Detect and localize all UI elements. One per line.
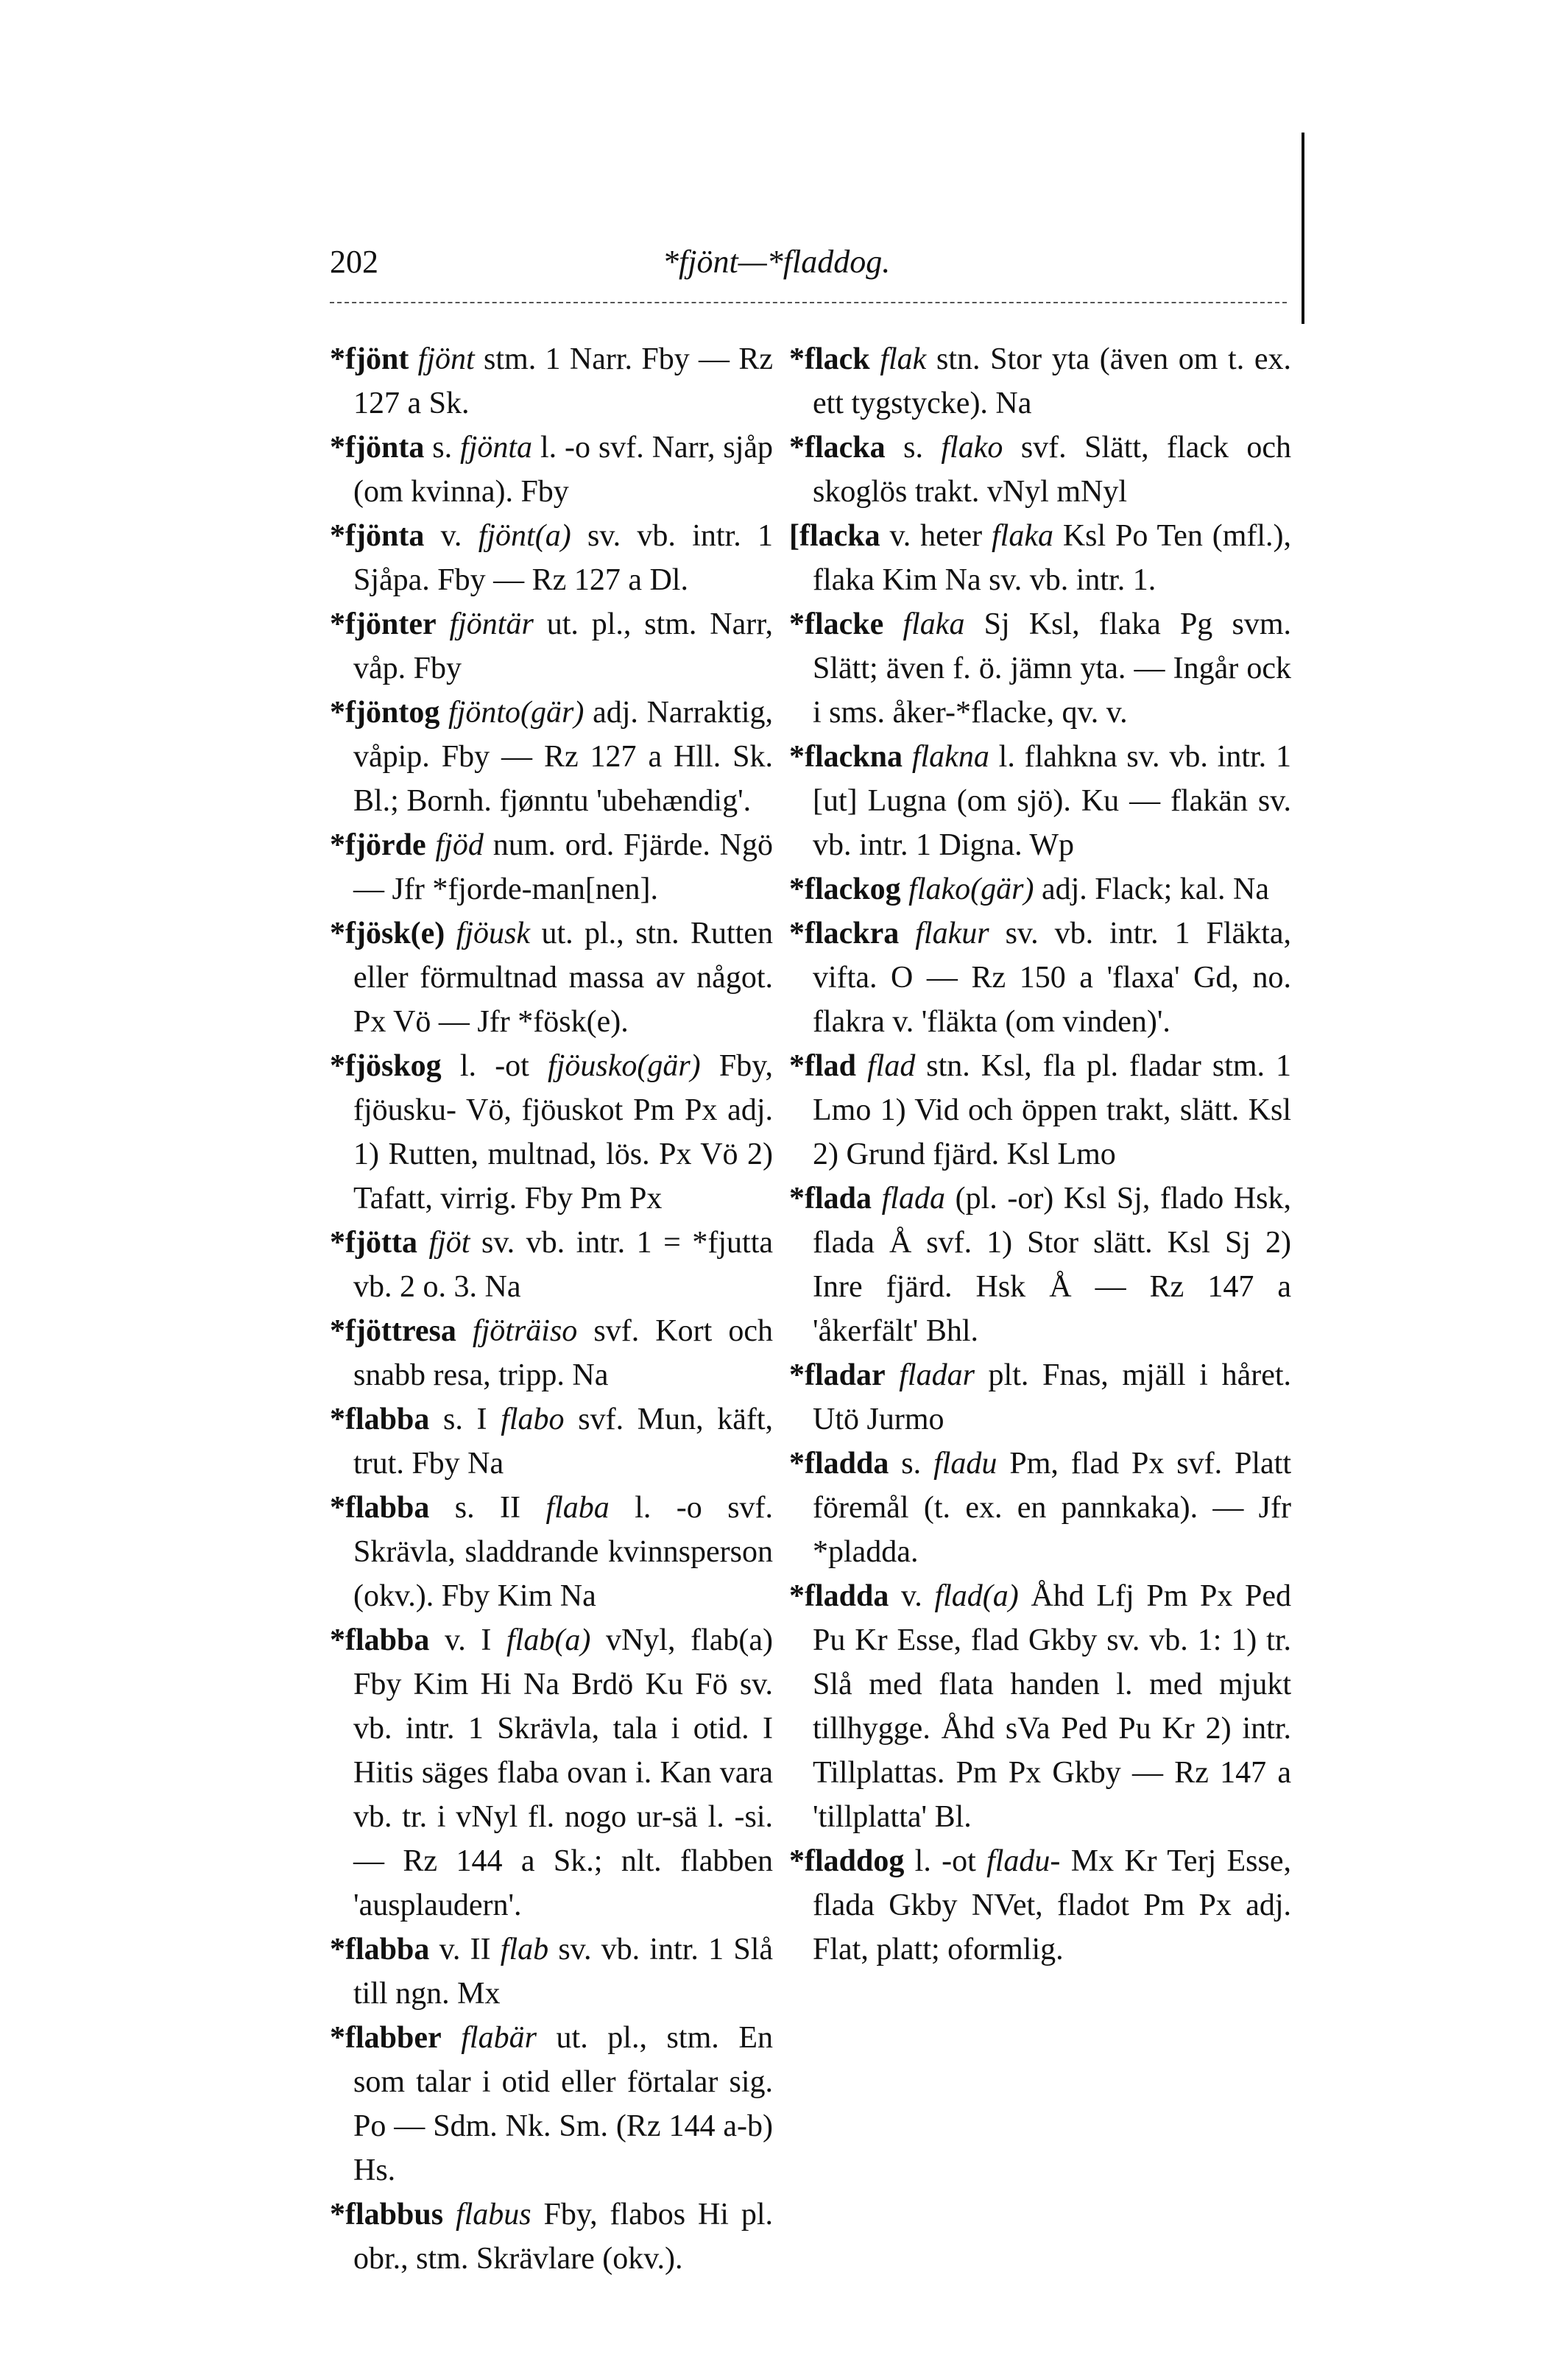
dialect-form: fjöntär [449, 607, 534, 641]
dialect-form: flad(a) [934, 1579, 1019, 1613]
grammar-label: v. I [445, 1623, 492, 1657]
headword: *fjötta [330, 1226, 417, 1260]
entry-definition: stm. 1 Narr. Fby — Rz 127 a Sk. [353, 342, 774, 420]
dictionary-entry [330, 1309, 773, 1397]
dictionary-entry [330, 2193, 773, 2281]
entry-definition: sv. vb. intr. 1 Slå till ngn. Mx [353, 1933, 774, 2011]
dictionary-entry [789, 426, 1291, 514]
entry-definition: Mx Kr Terj Esse, flada Gkby NVet, fladot Pm Px adj. Flat, platt; oformlig. [813, 1844, 1292, 1966]
dialect-form: flabo [501, 1403, 565, 1436]
dictionary-entry [330, 911, 773, 1044]
headword: *flackog [789, 872, 901, 906]
dictionary-entry [789, 514, 1291, 602]
header-rule [330, 302, 1287, 303]
dialect-form: fjönt(a) [478, 519, 571, 553]
headword: *fladar [789, 1358, 886, 1392]
headword: *fjönt [330, 342, 409, 376]
dictionary-entry [330, 1397, 773, 1486]
entry-definition: stn. Ksl, fla pl. fladar stm. 1 Lmo 1) Vid och öppen trakt, slätt. Ksl 2) Grund fjärd. Ksl Lmo [813, 1049, 1292, 1171]
dictionary-entry [330, 1927, 773, 2016]
headword: *flacke [789, 607, 884, 641]
dialect-form: fjönt [417, 342, 475, 376]
dialect-form: flad [866, 1049, 916, 1083]
dictionary-entry [789, 1442, 1291, 1574]
dictionary-entry [789, 337, 1291, 426]
dictionary-entry [789, 1044, 1291, 1176]
headword: *fladdog [789, 1844, 905, 1878]
headword: *fjönta [330, 431, 425, 465]
entry-definition: ut. pl., stn. Rutten eller förmultnad massa av något. Px Vö — Jfr *fösk(e). [353, 917, 773, 1039]
headword: *fladda [789, 1447, 889, 1481]
dictionary-entry [330, 514, 773, 602]
entry-definition: l. -o svf. Narr, sjåp (om kvinna). Fby [353, 431, 774, 509]
dialect-form: fladu [933, 1447, 997, 1481]
grammar-label: l. -ot [914, 1844, 976, 1878]
entry-definition: sv. vb. intr. 1 Sjåpa. Fby — Rz 127 a Dl. [353, 519, 773, 597]
entry-definition: Sj Ksl, flaka Pg svm. Slätt; även f. ö. jämn yta. — Ingår ock i sms. åker-*flacke, qv. v. [813, 607, 1291, 730]
entry-definition: Åhd Lfj Pm Px Ped Pu Kr Esse, flad Gkby sv. vb. 1: 1) tr. Slå med flata handen l. med mjukt tillhygge. Åhd sVa Ped Pu Kr 2) intr. Tillplattas. Pm Px Gkby — Rz 147 a 'tillplatta' Bl. [813, 1579, 1292, 1834]
entry-definition: Pm, flad Px svf. Platt föremål (t. ex. en pannkaka). — Jfr *pladda. [813, 1447, 1292, 1569]
grammar-label: s. [901, 1447, 922, 1481]
grammar-label: v. [901, 1579, 922, 1613]
dictionary-entry [789, 1839, 1291, 1972]
headword: *flackna [789, 740, 903, 774]
dictionary-entry [330, 337, 773, 426]
dictionary-entry [789, 602, 1291, 735]
dictionary-entry [330, 1221, 773, 1309]
grammar-label: l. -ot [459, 1049, 529, 1083]
headword: *fjöntog [330, 696, 440, 730]
dictionary-entry [330, 2016, 773, 2193]
dictionary-entry [789, 1574, 1291, 1839]
entry-definition: sv. vb. intr. 1 = *fjutta vb. 2 o. 3. Na [353, 1226, 774, 1304]
entry-definition: num. ord. Fjärde. Ngö — Jfr *fjorde-man[nen]. [353, 828, 774, 906]
entry-definition: svf. Mun, käft, trut. Fby Na [353, 1403, 774, 1481]
dialect-form: flab(a) [506, 1623, 591, 1657]
headword: *flad [789, 1049, 857, 1083]
dialect-form: flaka [991, 519, 1053, 553]
entry-definition: svf. Slätt, flack och skoglös trakt. vNyl mNyl [813, 431, 1292, 509]
entry-definition: l. -o svf. Skrävla, sladdrande kvinnsperson (okv.). Fby Kim Na [353, 1491, 774, 1613]
dialect-form: fjöt [428, 1226, 470, 1260]
headword: *flabbus [330, 2198, 444, 2232]
headword: *fjörde [330, 828, 426, 862]
dialect-form: flaba [545, 1491, 610, 1525]
entry-definition: vNyl, flab(a) Fby Kim Hi Na Brdö Ku Fö sv. vb. intr. 1 Skrävla, tala i otid. I Hitis säges flaba ovan i. Kan vara vb. tr. i vNyl fl. nogo ur-sä l. -si. — Rz 144 a Sk.; nlt. flabben 'ausplaudern'. [353, 1623, 773, 1922]
dialect-form: fladu- [986, 1844, 1061, 1878]
dictionary-entry [330, 691, 773, 823]
dictionary-entry [330, 1618, 773, 1927]
headword: *fjönta [330, 519, 425, 553]
page-number: 202 [330, 244, 378, 280]
entry-definition: adj. Narraktig, våpip. Fby — Rz 127 a Hll. Sk. Bl.; Bornh. fjønntu 'ubehændig'. [353, 696, 773, 818]
entry-definition: stn. Stor yta (även om t. ex. ett tygstycke). Na [813, 342, 1292, 420]
right-column [789, 337, 1291, 1972]
entry-definition: Ksl Po Ten (mfl.), flaka Kim Na sv. vb. intr. 1. [813, 519, 1292, 597]
entry-definition: adj. Flack; kal. Na [1041, 872, 1270, 906]
entry-definition: ut. pl., stm. En som talar i otid eller förtalar sig. Po — Sdm. Nk. Sm. (Rz 144 a-b) Hs. [353, 2021, 773, 2187]
headword: *flabber [330, 2021, 442, 2055]
dialect-form: fjönta [460, 431, 533, 465]
grammar-label: v. heter [889, 519, 983, 553]
running-title: *fjönt—*fladdog. [663, 244, 891, 280]
dictionary-entry [330, 1044, 773, 1221]
dialect-form: flada [881, 1182, 945, 1216]
dialect-form: fjöusko(gär) [548, 1049, 701, 1083]
headword: *fjönter [330, 607, 437, 641]
dictionary-entry [330, 823, 773, 911]
page-header [0, 0, 1568, 309]
grammar-label: v. [440, 519, 462, 553]
dialect-form: fjöusk [456, 917, 531, 950]
dialect-form: fjöd [435, 828, 484, 862]
dictionary-entry [789, 735, 1291, 867]
dictionary-entry [330, 602, 773, 691]
dialect-form: flaka [903, 607, 965, 641]
entry-definition: svf. Kort och snabb resa, tripp. Na [353, 1314, 774, 1392]
dialect-form: fjönto(gär) [448, 696, 585, 730]
grammar-label: s. II [454, 1491, 521, 1525]
headword: *fjöttresa [330, 1314, 456, 1348]
entry-definition: Fby, flabos Hi pl. obr., stm. Skrävlare (okv.). [353, 2198, 773, 2276]
dialect-form: fjöträiso [472, 1314, 578, 1348]
dictionary-entry [330, 1486, 773, 1618]
headword: *flada [789, 1182, 872, 1216]
dictionary-entry [789, 867, 1291, 911]
headword: *flabba [330, 1933, 430, 1966]
headword: [flacka [789, 519, 880, 553]
headword: *fjösk(e) [330, 917, 445, 950]
headword: *flacka [789, 431, 886, 465]
headword: *flabba [330, 1403, 430, 1436]
entry-definition: plt. Fnas, mjäll i håret. Utö Jurmo [813, 1358, 1292, 1436]
headword: *fladda [789, 1579, 889, 1613]
grammar-label: s. [903, 431, 923, 465]
grammar-label: v. II [439, 1933, 491, 1966]
grammar-label: s. [432, 431, 453, 465]
dictionary-entry [789, 911, 1291, 1044]
entry-definition: l. flahkna sv. vb. intr. 1 [ut] Lugna (om sjö). Ku — flakän sv. vb. intr. 1 Digna. Wp [813, 740, 1292, 862]
dictionary-entry [330, 426, 773, 514]
entry-definition: ut. pl., stm. Narr, våp. Fby [353, 607, 774, 685]
dictionary-entry [789, 1176, 1291, 1353]
headword: *flabba [330, 1491, 430, 1525]
entry-definition: (pl. -or) Ksl Sj, flado Hsk, flada Å svf. 1) Stor slätt. Ksl Sj 2) Inre fjärd. Hsk Å — Rz 147 a 'åkerfält' Bhl. [813, 1182, 1292, 1348]
headword: *fjöskog [330, 1049, 442, 1083]
dialect-form: flab [500, 1933, 549, 1966]
headword: *flabba [330, 1623, 430, 1657]
dialect-form: flako(gär) [908, 872, 1034, 906]
grammar-label: s. I [443, 1403, 487, 1436]
dialect-form: fladar [899, 1358, 975, 1392]
headword: *flackra [789, 917, 900, 950]
dialect-form: flak [880, 342, 927, 376]
entry-definition: Fby, fjöusku- Vö, fjöuskot Pm Px adj. 1) Rutten, multnad, lös. Px Vö 2) Tafatt, virrig. Fby Pm Px [353, 1049, 773, 1216]
dialect-form: flabus [455, 2198, 532, 2232]
left-column [330, 337, 773, 2281]
dialect-form: flako [941, 431, 1003, 465]
headword: *flack [789, 342, 870, 376]
dialect-form: flabär [461, 2021, 537, 2055]
entry-definition: sv. vb. intr. 1 Fläkta, vifta. O — Rz 150 a 'flaxa' Gd, no. flakra v. 'fläkta (om vinden)'. [813, 917, 1292, 1039]
dialect-form: flakna [911, 740, 989, 774]
dialect-form: flakur [915, 917, 989, 950]
dictionary-entry [789, 1353, 1291, 1442]
